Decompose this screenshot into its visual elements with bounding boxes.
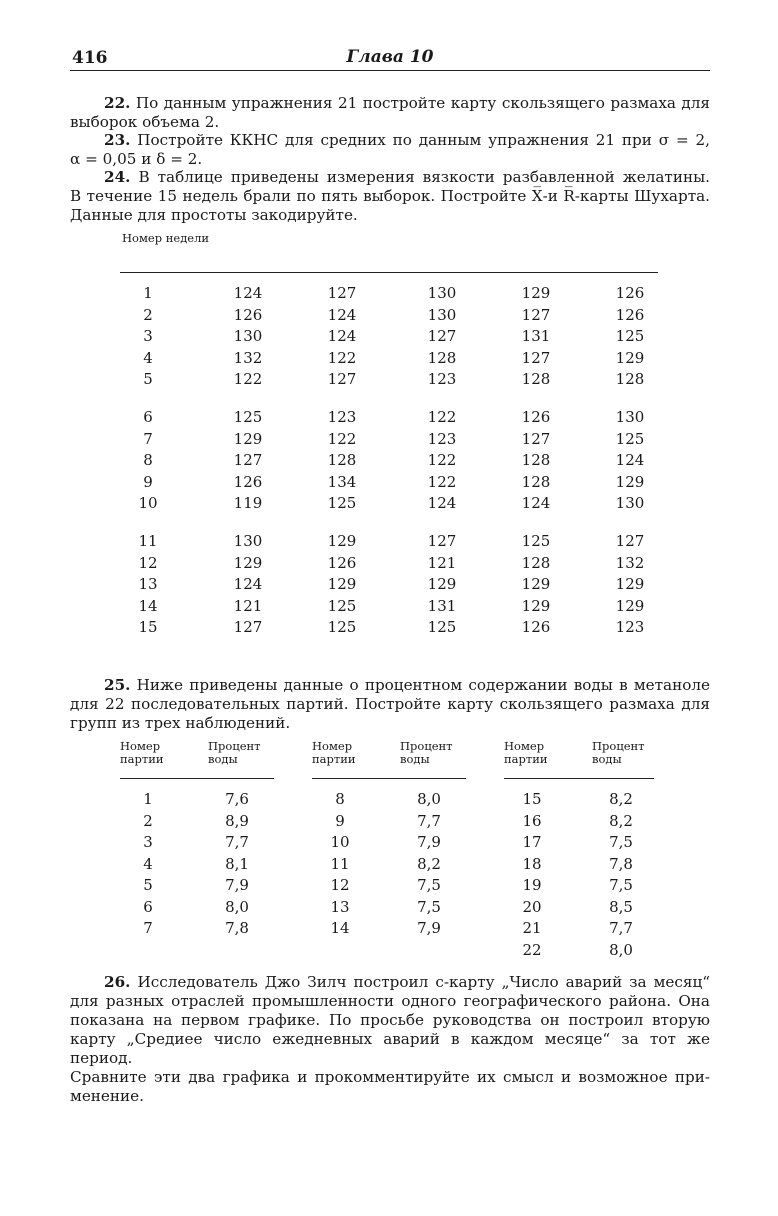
batch-number-cell: 6 bbox=[143, 897, 153, 916]
water-percent-cell: 7,8 bbox=[609, 854, 633, 873]
exercise-text-line: групп из трех наблюдений. bbox=[70, 714, 291, 732]
exercise-26 bbox=[70, 973, 710, 1106]
measurement-cell: 127 bbox=[427, 532, 457, 550]
water-percent-cell: 7,6 bbox=[225, 790, 249, 808]
measurement-cell: 127 bbox=[327, 284, 357, 302]
batch-number-cell: 8 bbox=[335, 790, 345, 808]
measurement-cell: 127 bbox=[521, 348, 551, 367]
exercise-number: 23. bbox=[104, 131, 131, 149]
table-header-rule bbox=[120, 272, 658, 273]
exercise-text-line: Постройте ККНС для средних по данным упражнения 21 при σ = 2, bbox=[137, 131, 710, 149]
exercise-25 bbox=[70, 676, 710, 733]
measurement-cell: 127 bbox=[233, 451, 263, 470]
measurement-cell: 125 bbox=[327, 596, 357, 615]
batch-number-cell: 12 bbox=[330, 876, 350, 894]
measurement-cell: 130 bbox=[233, 532, 263, 550]
measurement-cell: 129 bbox=[327, 532, 357, 550]
water-percent-cell: 8,9 bbox=[225, 811, 249, 830]
water-percent-cell: 7,8 bbox=[225, 919, 249, 937]
measurement-cell: 129 bbox=[327, 575, 357, 594]
table-header-week: Номер недели bbox=[122, 231, 210, 245]
measurement-cell: 128 bbox=[327, 451, 357, 470]
measurement-cell: 127 bbox=[327, 370, 357, 389]
exercise-text-line: Данные для простоты закодируйте. bbox=[70, 206, 358, 224]
measurement-cell: 129 bbox=[233, 429, 263, 448]
measurement-cell: 125 bbox=[327, 494, 357, 513]
water-percent-cell: 8,0 bbox=[417, 790, 441, 808]
water-percent-cell: 8,1 bbox=[225, 854, 249, 873]
exercise-text-line: для 22 последовательных партий. Постройте карту скользящего размаха для bbox=[70, 695, 710, 713]
measurement-cell: 128 bbox=[521, 472, 551, 491]
batch-number-cell: 17 bbox=[522, 833, 542, 851]
header-batch-number: Номер партии bbox=[504, 739, 548, 766]
measurement-cell: 127 bbox=[427, 327, 457, 346]
week-number-cell: 8 bbox=[143, 451, 153, 470]
table-header-rule bbox=[312, 778, 466, 779]
water-percent-cell: 7,7 bbox=[417, 811, 441, 830]
book-page bbox=[70, 0, 710, 1216]
measurement-cell: 128 bbox=[521, 370, 551, 389]
week-number-cell: 15 bbox=[138, 618, 158, 637]
week-number-cell: 9 bbox=[143, 472, 153, 491]
batch-number-cell: 11 bbox=[330, 854, 350, 873]
measurement-cell: 130 bbox=[615, 408, 645, 426]
measurement-cell: 124 bbox=[233, 284, 263, 302]
table-row bbox=[70, 327, 710, 349]
measurement-cell: 124 bbox=[615, 451, 645, 470]
measurement-cell: 121 bbox=[427, 553, 457, 572]
table-row bbox=[70, 451, 710, 473]
batch-number-cell: 13 bbox=[330, 897, 350, 916]
measurement-cell: 128 bbox=[521, 553, 551, 572]
measurement-cell: 123 bbox=[327, 408, 357, 426]
measurement-cell: 128 bbox=[521, 451, 551, 470]
measurement-cell: 127 bbox=[521, 429, 551, 448]
table-row bbox=[70, 618, 710, 640]
table-row bbox=[70, 532, 710, 554]
measurement-cell: 130 bbox=[615, 494, 645, 513]
batch-number-cell: 7 bbox=[143, 919, 153, 937]
measurement-cell: 125 bbox=[233, 408, 263, 426]
table-row bbox=[70, 408, 710, 430]
chapter-title: Глава 10 bbox=[346, 47, 434, 67]
exercise-text-line: α = 0,05 и δ = 2. bbox=[70, 150, 203, 168]
batch-number-cell: 2 bbox=[143, 811, 153, 830]
measurement-cell: 126 bbox=[521, 618, 551, 637]
batch-number-cell: 9 bbox=[335, 811, 345, 830]
water-percent-cell: 7,5 bbox=[417, 897, 441, 916]
measurement-cell: 122 bbox=[427, 408, 457, 426]
measurement-cell: 121 bbox=[233, 596, 263, 615]
measurement-cell: 123 bbox=[615, 618, 645, 637]
week-number-cell: 2 bbox=[143, 305, 153, 324]
week-number-cell: 14 bbox=[138, 596, 158, 615]
measurement-cell: 125 bbox=[615, 327, 645, 346]
exercise-24 bbox=[70, 168, 710, 225]
exercise-text-line: По данным упражнения 21 постройте карту скользящего размаха для bbox=[135, 94, 710, 112]
measurement-cell: 126 bbox=[615, 284, 645, 302]
week-number-cell: 10 bbox=[138, 494, 158, 513]
header-batch-number: Номер партии bbox=[312, 739, 356, 766]
measurement-cell: 124 bbox=[521, 494, 551, 513]
exercise-text-line: Ниже приведены данные о процентном содержании воды в метаноле bbox=[136, 676, 711, 694]
week-number-cell: 1 bbox=[143, 284, 153, 302]
week-number-cell: 5 bbox=[143, 370, 153, 389]
exercise-text-line: карту „Средиее число ежедневных аварий в каждом месяце“ за тот же период. bbox=[70, 1030, 710, 1067]
measurement-cell: 132 bbox=[615, 553, 645, 572]
measurement-cell: 129 bbox=[427, 575, 457, 594]
table-header-rule bbox=[120, 778, 274, 779]
measurement-cell: 123 bbox=[427, 370, 457, 389]
measurement-cell: 131 bbox=[521, 327, 551, 346]
header-batch-number: Номер партии bbox=[120, 739, 164, 766]
table-row bbox=[70, 349, 710, 371]
table-row bbox=[70, 554, 710, 576]
week-number-cell: 11 bbox=[138, 532, 158, 550]
measurement-cell: 124 bbox=[327, 327, 357, 346]
measurement-cell: 123 bbox=[427, 429, 457, 448]
water-percent-cell: 8,0 bbox=[225, 897, 249, 916]
batch-number-cell: 16 bbox=[522, 811, 542, 830]
water-percent-cell: 7,5 bbox=[417, 876, 441, 894]
measurement-cell: 129 bbox=[615, 472, 645, 491]
batch-number-cell: 1 bbox=[143, 790, 153, 808]
page-number: 416 bbox=[72, 48, 108, 68]
table-row bbox=[70, 430, 710, 452]
water-percent-cell: 8,5 bbox=[609, 897, 633, 916]
measurement-cell: 129 bbox=[233, 553, 263, 572]
table-row bbox=[70, 370, 710, 392]
measurement-cell: 129 bbox=[521, 284, 551, 302]
measurement-cell: 126 bbox=[233, 305, 263, 324]
measurement-cell: 127 bbox=[233, 618, 263, 637]
week-number-cell: 3 bbox=[143, 327, 153, 346]
water-percent-cell: 7,7 bbox=[225, 833, 249, 851]
table-row bbox=[70, 494, 710, 516]
batch-number-cell: 19 bbox=[522, 876, 542, 894]
table-row bbox=[70, 575, 710, 597]
measurement-cell: 124 bbox=[427, 494, 457, 513]
week-number-cell: 7 bbox=[143, 429, 153, 448]
measurement-cell: 122 bbox=[327, 348, 357, 367]
week-number-cell: 4 bbox=[143, 348, 153, 367]
exercise-text-line: выборок объема 2. bbox=[70, 113, 220, 131]
batch-number-cell: 4 bbox=[143, 854, 153, 873]
exercise-23 bbox=[70, 131, 710, 169]
week-number-cell: 13 bbox=[138, 575, 158, 594]
measurement-cell: 129 bbox=[521, 575, 551, 594]
header-water-percent: Процент воды bbox=[592, 739, 645, 766]
week-number-cell: 12 bbox=[138, 553, 158, 572]
measurement-cell: 134 bbox=[327, 472, 357, 491]
week-number-cell: 6 bbox=[143, 408, 153, 426]
exercise-text-line: показана на первом графике. По просьбе руководства он построил вторую bbox=[70, 1011, 710, 1029]
water-percent-cell: 8,2 bbox=[609, 811, 633, 830]
exercise-number: 24. bbox=[104, 168, 131, 186]
batch-number-cell: 14 bbox=[330, 919, 350, 937]
measurement-cell: 126 bbox=[233, 472, 263, 491]
measurement-cell: 127 bbox=[615, 532, 645, 550]
measurement-cell: 127 bbox=[521, 305, 551, 324]
exercise-text-line: Сравните эти два графика и прокомментируйте их смысл и возможное при- bbox=[70, 1068, 710, 1086]
measurement-cell: 129 bbox=[615, 348, 645, 367]
measurement-cell: 126 bbox=[521, 408, 551, 426]
batch-number-cell: 5 bbox=[143, 876, 153, 894]
measurement-cell: 122 bbox=[427, 451, 457, 470]
exercise-text-line: В таблице приведены измерения вязкости разбавленной желатины. bbox=[138, 168, 710, 186]
measurement-cell: 124 bbox=[327, 305, 357, 324]
header-water-percent: Процент воды bbox=[400, 739, 453, 766]
running-header bbox=[70, 46, 710, 70]
exercise-number: 22. bbox=[104, 94, 131, 112]
measurement-cell: 122 bbox=[233, 370, 263, 389]
measurement-cell: 125 bbox=[521, 532, 551, 550]
measurement-cell: 129 bbox=[521, 596, 551, 615]
water-percent-cell: 7,9 bbox=[225, 876, 249, 894]
measurement-cell: 129 bbox=[615, 575, 645, 594]
measurement-cell: 125 bbox=[427, 618, 457, 637]
table-row bbox=[70, 306, 710, 328]
batch-number-cell: 20 bbox=[522, 897, 542, 916]
measurement-cell: 119 bbox=[233, 494, 263, 513]
exercise-number: 26. bbox=[104, 973, 131, 991]
header-rule bbox=[70, 70, 710, 71]
table-header-rule bbox=[504, 778, 654, 779]
measurement-cell: 122 bbox=[427, 472, 457, 491]
measurement-cell: 130 bbox=[233, 327, 263, 346]
header-water-percent: Процент воды bbox=[208, 739, 261, 766]
batch-number-cell: 21 bbox=[522, 919, 542, 937]
measurement-cell: 130 bbox=[427, 284, 457, 302]
exercise-22 bbox=[70, 94, 710, 132]
water-percent-cell: 7,5 bbox=[609, 833, 633, 851]
measurement-cell: 132 bbox=[233, 348, 263, 367]
water-percent-cell: 8,0 bbox=[609, 940, 633, 959]
measurement-cell: 122 bbox=[327, 429, 357, 448]
measurement-cell: 129 bbox=[615, 596, 645, 615]
water-percent-cell: 7,9 bbox=[417, 919, 441, 937]
measurement-cell: 125 bbox=[615, 429, 645, 448]
water-percent-cell: 7,5 bbox=[609, 876, 633, 894]
water-percent-cell: 8,2 bbox=[609, 790, 633, 808]
exercise-text-line: менение. bbox=[70, 1087, 144, 1105]
measurement-cell: 128 bbox=[615, 370, 645, 389]
measurement-cell: 125 bbox=[327, 618, 357, 637]
measurement-cell: 124 bbox=[233, 575, 263, 594]
exercise-text-line: для разных отраслей промышленности одного географического района. Она bbox=[70, 992, 710, 1010]
measurement-cell: 130 bbox=[427, 305, 457, 324]
water-percent-cell: 8,2 bbox=[417, 854, 441, 873]
water-percent-cell: 7,9 bbox=[417, 833, 441, 851]
batch-number-cell: 18 bbox=[522, 854, 542, 873]
exercise-text-line: Исследователь Джо Зилч построил с-карту „Число аварий за месяц“ bbox=[137, 973, 711, 991]
table-row bbox=[70, 284, 710, 306]
water-percent-cell: 7,7 bbox=[609, 919, 633, 937]
measurement-cell: 126 bbox=[327, 553, 357, 572]
measurement-cell: 128 bbox=[427, 348, 457, 367]
measurement-cell: 126 bbox=[615, 305, 645, 324]
batch-number-cell: 3 bbox=[143, 833, 153, 851]
batch-number-cell: 15 bbox=[522, 790, 542, 808]
measurement-cell: 131 bbox=[427, 596, 457, 615]
batch-number-cell: 10 bbox=[330, 833, 350, 851]
table-row bbox=[70, 597, 710, 619]
exercise-number: 25. bbox=[104, 676, 131, 694]
batch-number-cell: 22 bbox=[522, 940, 542, 959]
table-row bbox=[70, 473, 710, 495]
exercise-text-line: В течение 15 недель брали по пять выборок. Постройте X̅-и R̅-карты Шухарта. bbox=[70, 187, 710, 205]
